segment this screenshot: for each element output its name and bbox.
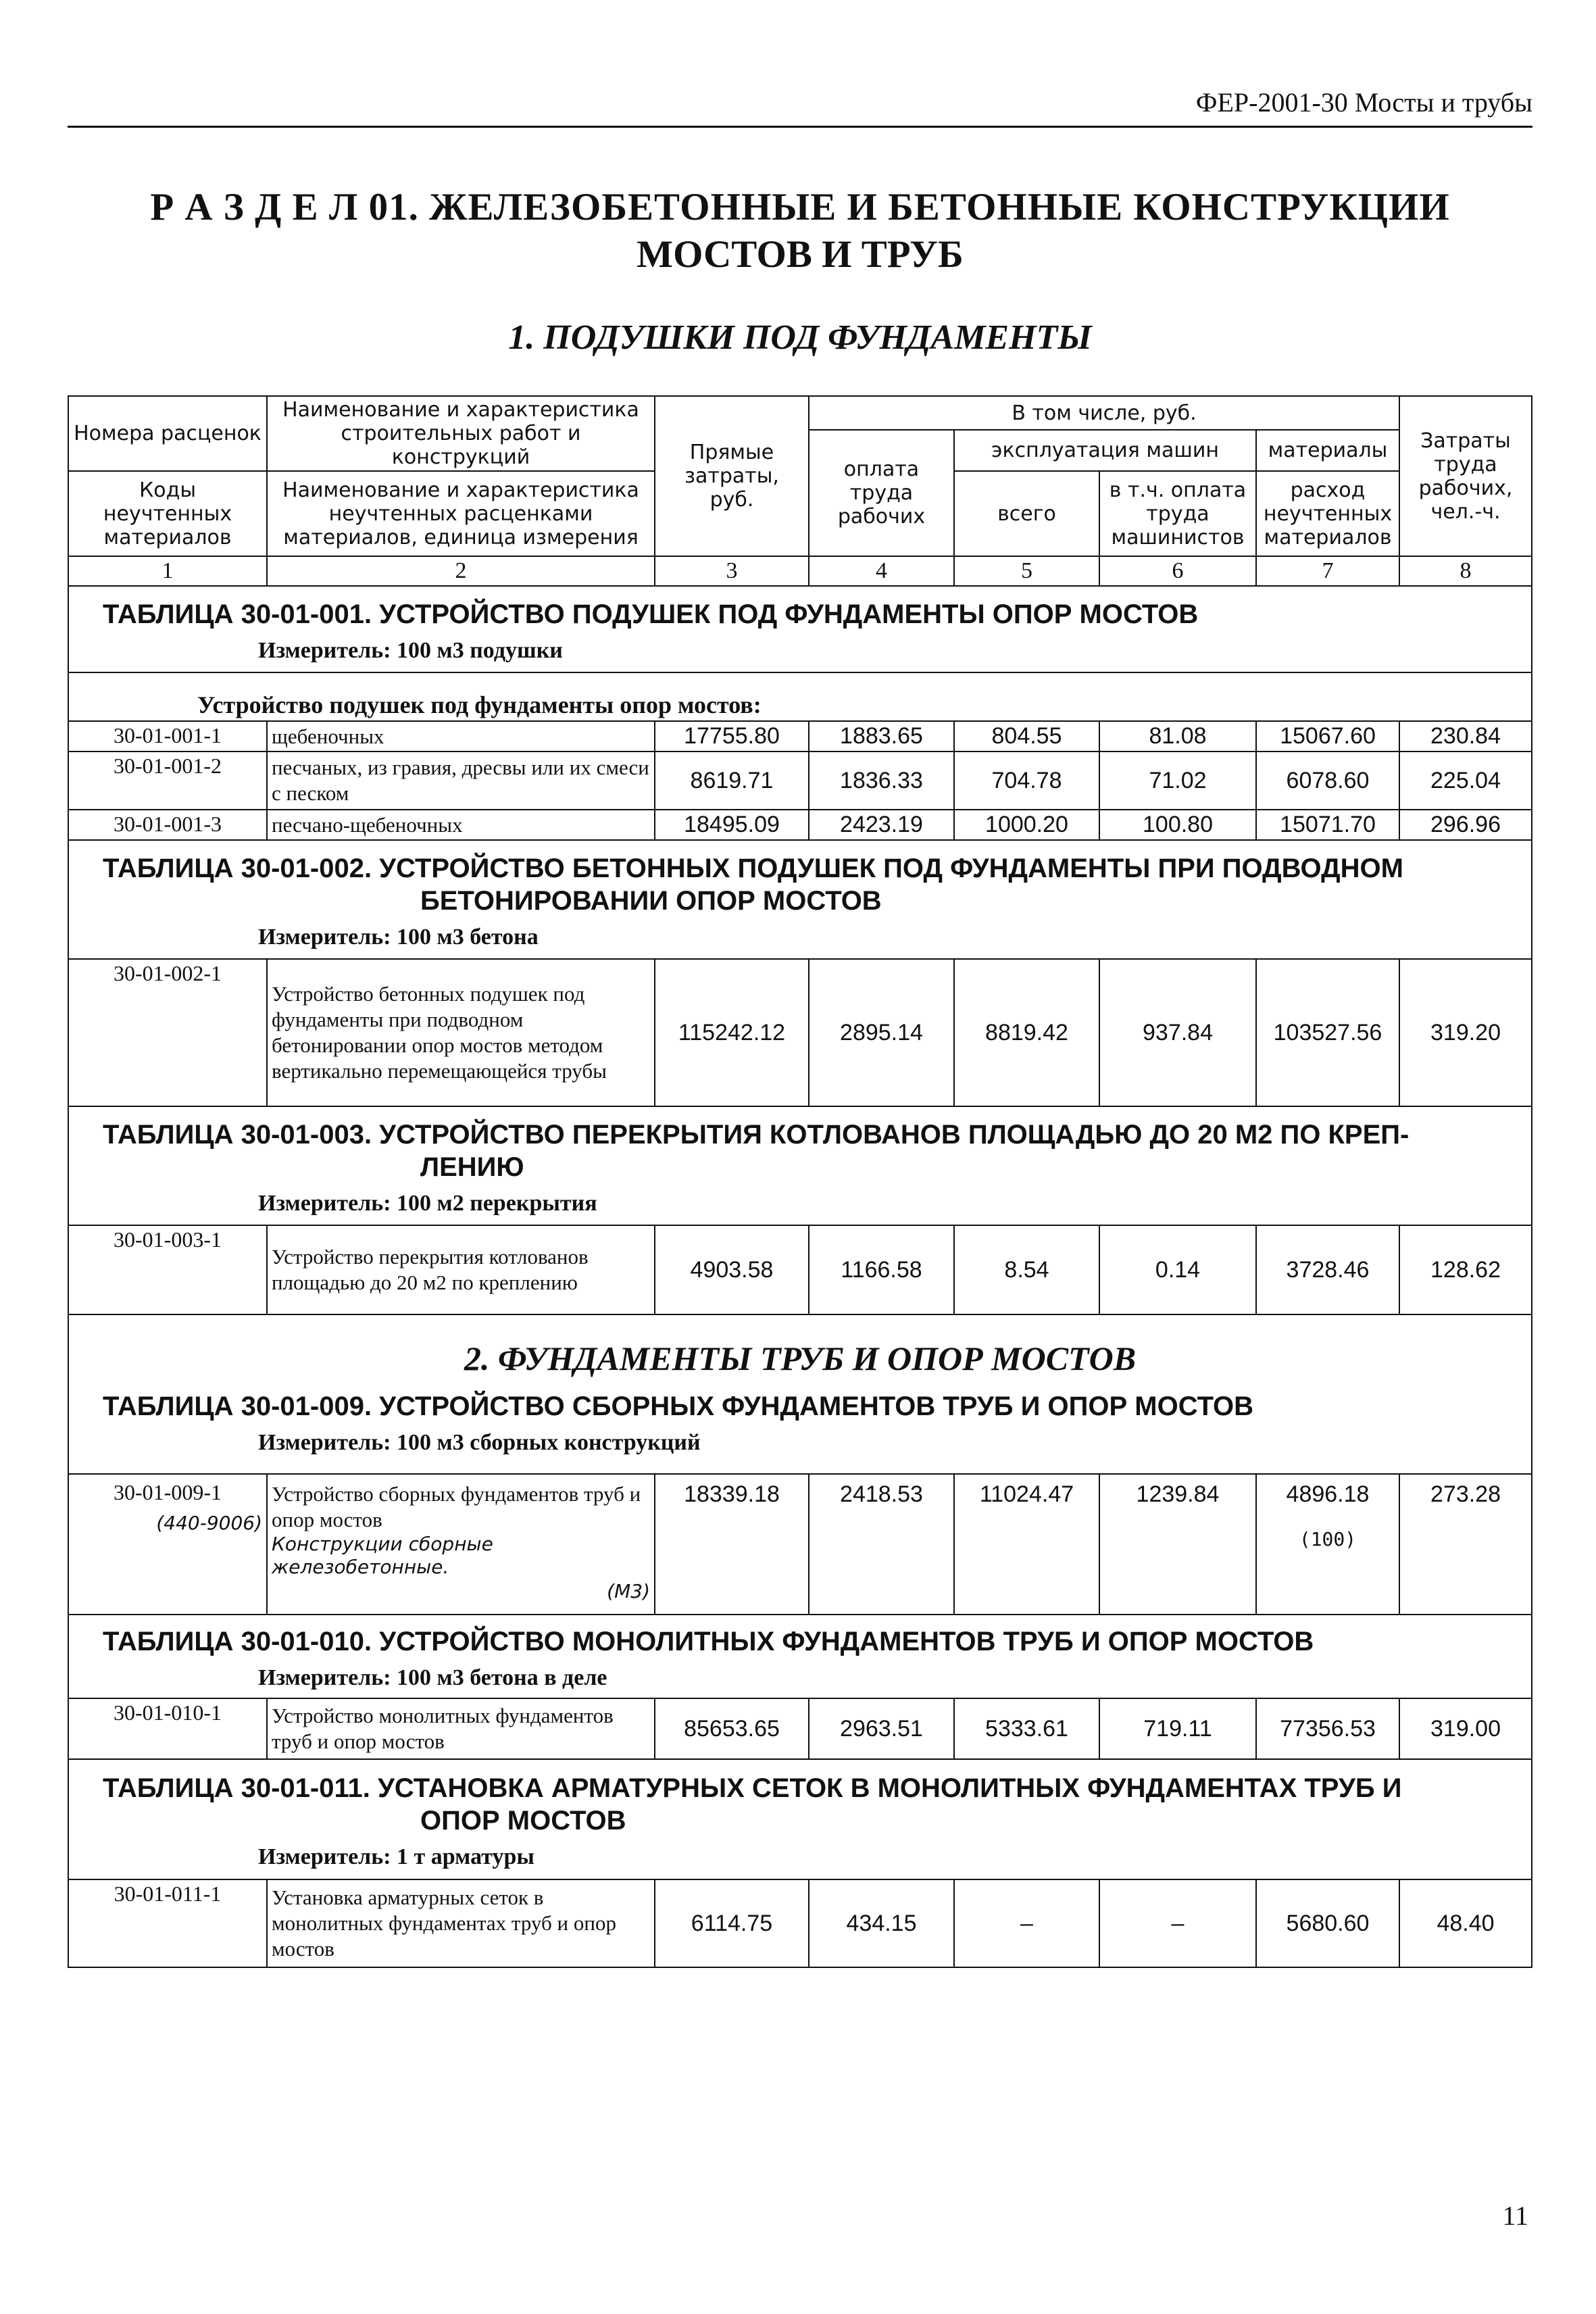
- measure-line: [103, 1187, 1504, 1220]
- measure-value: 100 м3 сборных конструкций: [397, 1430, 701, 1455]
- rate-code: 30-01-001-1: [68, 721, 267, 752]
- machinist-pay: 937.84: [1099, 959, 1256, 1106]
- direct-costs: 18495.09: [655, 810, 809, 840]
- machinist-pay: 1239.84: [1099, 1474, 1256, 1615]
- col-num: 5: [954, 556, 1099, 586]
- labor-pay: 434.15: [809, 1879, 954, 1967]
- col-unaccounted-codes: Коды неучтенных материалов: [68, 471, 267, 556]
- labor-hours: 48.40: [1399, 1879, 1532, 1967]
- col-work-name: Наименование и характеристика строительных работ и конструкций: [267, 396, 655, 471]
- machine-total: 804.55: [954, 721, 1099, 752]
- measure-line: [103, 635, 1504, 667]
- measure-label: Измеритель:: [258, 1665, 391, 1690]
- rate-name: Устройство бетонных подушек под фундаменты при подводном бетонировании опор мостов методом вертикально перемещающейся трубы: [267, 959, 655, 1106]
- direct-costs: 85653.65: [655, 1698, 809, 1759]
- subsection-title: 1. ПОДУШКИ ПОД ФУНДАМЕНТЫ: [508, 318, 1092, 357]
- table-row: [68, 810, 1532, 840]
- rate-code-cell: [68, 1474, 267, 1615]
- materials: 15071.70: [1256, 810, 1399, 840]
- table-heading-row: [68, 586, 1532, 672]
- col-labor-hours: Затраты труда рабочих, чел.-ч.: [1399, 396, 1532, 556]
- col-machine-use: эксплуатация машин: [954, 430, 1256, 471]
- direct-costs: 4903.58: [655, 1225, 809, 1314]
- labor-pay: 2895.14: [809, 959, 954, 1106]
- table-heading-row: [68, 1106, 1532, 1225]
- measure-label: Измеритель:: [258, 638, 391, 663]
- machine-total: 1000.20: [954, 810, 1099, 840]
- machinist-pay: –: [1099, 1879, 1256, 1967]
- measure-line: [103, 921, 1504, 954]
- measure-value: 100 м2 перекрытия: [397, 1191, 597, 1216]
- material-name: Конструкции сборные железобетонные.: [272, 1533, 493, 1578]
- direct-costs: 17755.80: [655, 721, 809, 752]
- machinist-pay: 0.14: [1099, 1225, 1256, 1314]
- machine-total: 11024.47: [954, 1474, 1099, 1615]
- machine-total: –: [954, 1879, 1099, 1967]
- direct-costs: 8619.71: [655, 752, 809, 810]
- table-row: [68, 721, 1532, 752]
- col-rate-numbers: Номера расценок: [68, 396, 267, 471]
- material-quantity: (100): [1299, 1528, 1357, 1550]
- materials: 4896.18: [1286, 1481, 1370, 1507]
- col-num: 6: [1099, 556, 1256, 586]
- subsection-title: 2. ФУНДАМЕНТЫ ТРУБ И ОПОР МОСТОВ: [464, 1339, 1137, 1377]
- material-code: (440-9006): [156, 1512, 262, 1534]
- rate-code: 30-01-002-1: [68, 959, 267, 1106]
- table-heading-row: [68, 1759, 1532, 1879]
- machinist-pay: 71.02: [1099, 752, 1256, 810]
- table-title-line1: ТАБЛИЦА 30-01-002. УСТРОЙСТВО БЕТОННЫХ ПОДУШЕК ПОД ФУНДАМЕНТЫ ПРИ ПОДВОДНОМ: [103, 854, 1403, 883]
- table-title-block: [69, 1378, 1531, 1459]
- table-row: [68, 1698, 1532, 1759]
- rate-name: песчаных, из гравия, дресвы или их смеси с песком: [267, 752, 655, 810]
- labor-pay: 2423.19: [809, 810, 954, 840]
- page-number: 11: [1502, 2200, 1528, 2231]
- table-heading: [68, 586, 1532, 672]
- measure-line: [103, 1662, 1504, 1694]
- col-unaccounted-names: Наименование и характеристика неучтенных расценками материалов, единица измерения: [267, 471, 655, 556]
- machinist-pay: 100.80: [1099, 810, 1256, 840]
- labor-hours: 273.28: [1399, 1474, 1532, 1615]
- group-row: [68, 672, 1532, 721]
- labor-hours: 230.84: [1399, 721, 1532, 752]
- rate-name: Установка арматурных сеток в монолитных фундаментах труб и опор мостов: [267, 1879, 655, 1967]
- table-heading: [68, 1759, 1532, 1879]
- machine-total: 8.54: [954, 1225, 1099, 1314]
- col-machinist-pay: в т.ч. оплата труда машинистов: [1099, 471, 1256, 556]
- section-title-line1: Р А З Д Е Л 01. ЖЕЛЕЗОБЕТОННЫЕ И БЕТОННЫЕ КОНСТРУКЦИИ: [150, 186, 1450, 228]
- materials: 15067.60: [1256, 721, 1399, 752]
- table-row: [68, 1474, 1532, 1615]
- materials: 103527.56: [1256, 959, 1399, 1106]
- col-direct-costs: Прямые затраты, руб.: [655, 396, 809, 556]
- measure-line: [103, 1841, 1504, 1873]
- labor-hours: 225.04: [1399, 752, 1532, 810]
- col-num: 3: [655, 556, 809, 586]
- rate-name: Устройство монолитных фундаментов труб и опор мостов: [267, 1698, 655, 1759]
- col-num: 1: [68, 556, 267, 586]
- materials-cell: [1256, 1474, 1399, 1615]
- col-num: 2: [267, 556, 655, 586]
- table-heading: [68, 1314, 1532, 1474]
- direct-costs: 6114.75: [655, 1879, 809, 1967]
- labor-hours: 319.00: [1399, 1698, 1532, 1759]
- measure-value: 100 м3 бетона: [397, 925, 539, 950]
- labor-hours: 296.96: [1399, 810, 1532, 840]
- table-title: ТАБЛИЦА 30-01-009. УСТРОЙСТВО СБОРНЫХ ФУНДАМЕНТОВ ТРУБ И ОПОР МОСТОВ: [103, 1392, 1254, 1421]
- measure-line: [103, 1427, 1504, 1459]
- table-title-line2: ОПОР МОСТОВ: [420, 1806, 626, 1836]
- direct-costs: 18339.18: [655, 1474, 809, 1615]
- table-title-line1: ТАБЛИЦА 30-01-011. УСТАНОВКА АРМАТУРНЫХ СЕТОК В МОНОЛИТНЫХ ФУНДАМЕНТАХ ТРУБ И: [103, 1773, 1402, 1803]
- labor-pay: 1883.65: [809, 721, 954, 752]
- table-row: [68, 752, 1532, 810]
- machinist-pay: 719.11: [1099, 1698, 1256, 1759]
- table-heading-row: [68, 1314, 1532, 1474]
- materials: 6078.60: [1256, 752, 1399, 810]
- table-row: [68, 1879, 1532, 1967]
- col-num: 8: [1399, 556, 1532, 586]
- group-title: Устройство подушек под фундаменты опор мостов:: [68, 672, 1532, 721]
- table-title-line2: ЛЕНИЮ: [420, 1152, 524, 1182]
- material-unit: (М3): [607, 1580, 650, 1602]
- table-row: [68, 959, 1532, 1106]
- rate-code: 30-01-001-3: [68, 810, 267, 840]
- table-title: ТАБЛИЦА 30-01-001. УСТРОЙСТВО ПОДУШЕК ПОД ФУНДАМЕНТЫ ОПОР МОСТОВ: [103, 599, 1199, 629]
- rate-name: щебеночных: [267, 721, 655, 752]
- col-labor-pay: оплата труда рабочих: [809, 430, 954, 556]
- direct-costs: 115242.12: [655, 959, 809, 1106]
- rate-code: 30-01-011-1: [68, 1879, 267, 1967]
- col-machine-total: всего: [954, 471, 1099, 556]
- running-header: [68, 87, 1532, 128]
- rate-name: песчано-щебеночных: [267, 810, 655, 840]
- machinist-pay: 81.08: [1099, 721, 1256, 752]
- labor-hours: 128.62: [1399, 1225, 1532, 1314]
- col-num: 4: [809, 556, 954, 586]
- table-heading: [68, 840, 1532, 959]
- section-title: [68, 184, 1532, 278]
- table-heading: [68, 1106, 1532, 1225]
- rate-code: 30-01-010-1: [68, 1698, 267, 1759]
- measure-label: Измеритель:: [258, 1844, 391, 1869]
- rate-code: 30-01-009-1: [114, 1480, 222, 1504]
- header-text: ФЕР-2001-30 Мосты и трубы: [1195, 87, 1532, 118]
- table-heading: [68, 1615, 1532, 1698]
- measure-value: 1 т арматуры: [397, 1844, 534, 1869]
- table-title: ТАБЛИЦА 30-01-010. УСТРОЙСТВО МОНОЛИТНЫХ ФУНДАМЕНТОВ ТРУБ И ОПОР МОСТОВ: [103, 1627, 1314, 1656]
- rate-name-cell: [267, 1474, 655, 1615]
- labor-pay: 2963.51: [809, 1698, 954, 1759]
- materials: 77356.53: [1256, 1698, 1399, 1759]
- rate-code: 30-01-003-1: [68, 1225, 267, 1314]
- table-heading-row: [68, 1615, 1532, 1698]
- labor-pay: 1166.58: [809, 1225, 954, 1314]
- table-title-line1: ТАБЛИЦА 30-01-003. УСТРОЙСТВО ПЕРЕКРЫТИЯ КОТЛОВАНОВ ПЛОЩАДЬЮ ДО 20 М2 ПО КРЕП-: [103, 1120, 1410, 1150]
- labor-pay: 2418.53: [809, 1474, 954, 1615]
- rate-name: Устройство перекрытия котлованов площадью до 20 м2 по креплению: [267, 1225, 655, 1314]
- measure-value: 100 м3 бетона в деле: [397, 1665, 607, 1690]
- materials: 5680.60: [1256, 1879, 1399, 1967]
- price-table: [68, 395, 1532, 1968]
- table-title-line2: БЕТОНИРОВАНИИ ОПОР МОСТОВ: [420, 886, 882, 916]
- measure-label: Измеритель:: [258, 1191, 391, 1216]
- measure-label: Измеритель:: [258, 1430, 391, 1455]
- col-num: 7: [1256, 556, 1399, 586]
- measure-value: 100 м3 подушки: [397, 638, 563, 663]
- section-title-line2: МОСТОВ И ТРУБ: [637, 233, 964, 276]
- rate-code: 30-01-001-2: [68, 752, 267, 810]
- machine-total: 704.78: [954, 752, 1099, 810]
- col-materials: материалы: [1256, 430, 1399, 471]
- labor-pay: 1836.33: [809, 752, 954, 810]
- rate-name: Устройство сборных фундаментов труб и опор мостов: [272, 1482, 641, 1531]
- table-row: [68, 1225, 1532, 1314]
- col-including: В том числе, руб.: [809, 396, 1399, 430]
- materials: 3728.46: [1256, 1225, 1399, 1314]
- machine-total: 5333.61: [954, 1698, 1099, 1759]
- machine-total: 8819.42: [954, 959, 1099, 1106]
- measure-label: Измеритель:: [258, 925, 391, 950]
- column-number-row: [68, 556, 1532, 586]
- labor-hours: 319.20: [1399, 959, 1532, 1106]
- col-unaccounted-consumption: расход неучтенных материалов: [1256, 471, 1399, 556]
- header-row: [68, 396, 1532, 430]
- table-heading-row: [68, 840, 1532, 959]
